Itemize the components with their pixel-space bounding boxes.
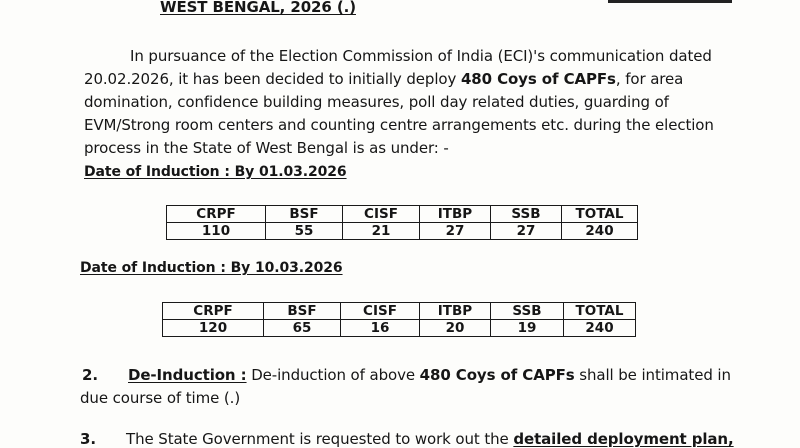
table-header-cell: CRPF	[167, 206, 266, 223]
intro-line-5: process in the State of West Bengal is as under: -	[84, 139, 449, 157]
table-header-cell: SSB	[491, 303, 564, 320]
table-cell: 27	[420, 223, 491, 240]
table-cell: 21	[343, 223, 420, 240]
induction-2-heading: Date of Induction : By 10.03.2026	[80, 260, 343, 276]
table-cell: 120	[163, 320, 264, 337]
table-row	[167, 223, 638, 240]
para-2-line-2: due course of time (.)	[80, 389, 241, 407]
table-header-cell: BSF	[264, 303, 341, 320]
intro-line-4: EVM/Strong room centers and counting centre arrangements etc. during the election	[84, 116, 714, 134]
table-header-cell: CRPF	[163, 303, 264, 320]
table-cell: 16	[341, 320, 420, 337]
table-cell: 65	[264, 320, 341, 337]
table-header-cell: TOTAL	[562, 206, 638, 223]
top-rule	[608, 0, 732, 3]
table-cell: 19	[491, 320, 564, 337]
para-3-line-1: The State Government is requested to work out the detailed deployment plan,	[126, 430, 734, 448]
table-header-row	[167, 206, 638, 223]
table-header-row	[163, 303, 636, 320]
para-3-number: 3.	[80, 430, 96, 448]
table-row	[163, 320, 636, 337]
table-cell: 20	[420, 320, 491, 337]
table-header-cell: SSB	[491, 206, 562, 223]
intro-line-3: domination, confidence building measures, poll day related duties, guarding of	[84, 93, 669, 111]
para-2-line-1: De-Induction : De-induction of above 480 Coys of CAPFs shall be intimated in	[128, 366, 731, 384]
table-header-cell: BSF	[266, 206, 343, 223]
table-cell: 55	[266, 223, 343, 240]
induction-2-table	[162, 302, 636, 337]
para-2-number: 2.	[82, 366, 98, 384]
para-2-heading: De-Induction :	[128, 366, 247, 384]
table-header-cell: CISF	[341, 303, 420, 320]
table-cell: 240	[562, 223, 638, 240]
table-header-cell: TOTAL	[564, 303, 636, 320]
induction-1-heading: Date of Induction : By 01.03.2026	[84, 164, 347, 180]
table-header-cell: ITBP	[420, 303, 491, 320]
table-cell: 110	[167, 223, 266, 240]
intro-line-1: In pursuance of the Election Commission of India (ECI)'s communication dated	[130, 47, 712, 65]
table-cell: 240	[564, 320, 636, 337]
table-header-cell: ITBP	[420, 206, 491, 223]
table-header-cell: CISF	[343, 206, 420, 223]
document-title-line: WEST BENGAL, 2026 (.)	[160, 0, 356, 16]
induction-1-table	[166, 205, 638, 240]
intro-line-2: 20.02.2026, it has been decided to initially deploy 480 Coys of CAPFs, for area	[84, 70, 684, 88]
table-cell: 27	[491, 223, 562, 240]
